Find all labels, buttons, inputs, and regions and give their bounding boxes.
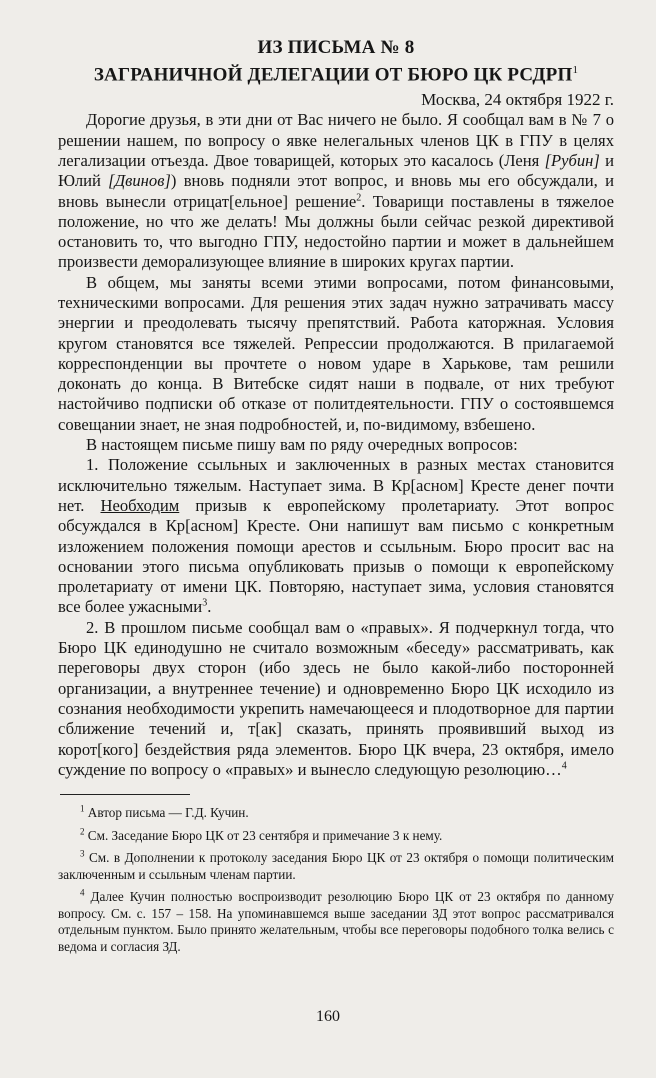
dateline: Москва, 24 октября 1922 г. [421, 90, 614, 110]
footnote-ref-2[interactable]: 2 [356, 191, 362, 203]
p1-text-d: . Товарищи поставлены в тяжелое положение, но что же делать! Мы должны были сейчас резкой директивой остановить то, что выгодно ГПУ, недостойно партии и может в дальнейшем произвести деморализующее влияние в широких кругах партии. [58, 191, 614, 272]
title-line-2-text: ЗАГРАНИЧНОЙ ДЕЛЕГАЦИИ ОТ БЮРО ЦК РСДРП [93, 64, 573, 86]
footnote-number: 2 [80, 826, 85, 837]
footnote-1 [58, 805, 614, 822]
p4-underlined-word: Необходим [100, 495, 180, 515]
footnote-number: 3 [80, 848, 85, 859]
footnote-2 [58, 828, 614, 845]
p1-name-rubin: [Рубин] [544, 150, 600, 170]
document-title [58, 36, 614, 86]
title-line-1: ИЗ ПИСЬМА № 8 [257, 37, 415, 58]
p1-text-c: ) вновь подняли этот вопрос, и вновь мы его обсуждали, и вновь вынесли отрицат[ельное] решение [58, 171, 614, 211]
p4-text-a: 1. Положение ссыльных и заключенных в разных местах становится исключительно тяжелым. Наступает зима. В Кр[асном] Кресте денег почти нет. [58, 455, 614, 515]
p1-name-dvinov: [Двинов] [108, 171, 171, 191]
footnote-ref-3[interactable]: 3 [202, 597, 208, 609]
p1-text-b: и Юлий [58, 150, 614, 191]
footnote-ref-4[interactable]: 4 [561, 760, 567, 772]
p5-text-a: 2. В прошлом письме сообщал вам о «правых». Я подчеркнул тогда, что Бюро ЦК единодушно не считало возможным «беседу» рассматривать, как переговоры двух сторон (ибо здесь не было какой-либо посторонней организации, а внутреннее течение) и одновременно Бюро ЦК исходило из сознания необходимости укрепить намечающееся и плодотворное для партии сближение течений и, т[ак] сказать, принять проявивший выход из корот[кого] бездействия ряда элементов. Бюро ЦК вчера, 23 октября, имело суждение по вопросу о «правых» и вынесло следующую резолюцию… [58, 617, 614, 779]
paragraph-1 [58, 110, 614, 272]
footnote-number: 1 [80, 803, 85, 814]
footnote-text: Автор письма — Г.Д. Кучин. [87, 805, 249, 821]
p1-text-a: Дорогие друзья, в эти дни от Вас ничего не было. Я сообщал вам в № 7 о решении нашем, по вопросу о явке нелегальных членов ЦК в ГПУ в целях легализации отъезда. Двое товарищей, которых это касалось (Леня [58, 110, 614, 170]
footnote-text: Далее Кучин полностью воспроизводит резолюцию Бюро ЦК от 23 октября по данному вопросу. См. с. 157 – 158. На упоминавшемся выше заседании ЗД этот вопрос рассматривался отдельным пунктом. Было принято желательным, чтобы все переговоры подобного толка велись с ведома и согласия ЗД. [58, 889, 614, 954]
p4-text-c: . [207, 597, 212, 617]
page-number: 160 [316, 1008, 340, 1025]
title-footnote-ref[interactable]: 1 [572, 64, 579, 76]
paragraph-4 [58, 455, 614, 617]
footnote-number: 4 [80, 887, 85, 898]
footnote-4 [58, 889, 614, 955]
footnotes [58, 805, 614, 955]
footnote-text: См. в Дополнении к протоколу заседания Бюро ЦК от 23 октября о помощи политическим заключенным и ссыльным членам партии. [58, 850, 614, 882]
footnote-text: См. Заседание Бюро ЦК от 23 сентября и примечание 3 к нему. [87, 827, 443, 843]
p4-text-b: призыв к европейскому пролетариату. Этот вопрос обсуждался в Кр[асном] Кресте. Они напишут вам письмо с конкретным изложением положения помощи арестов и ссыльным. Бюро просит вас на основании этого письма опубликовать призыв о помощи к европейскому пролетариату от имени ЦК. Повторяю, наступает зима, условия становятся все более ужасными [58, 495, 614, 617]
paragraph-2: В общем, мы заняты всеми этими вопросами, потом финансовыми, техническими вопросами. Для решения этих задач нужно затрачивать массу энергии и преодолевать тысячу препятствий. Работа каторжная. Условия кругом становятся все тяжелей. Репрессии продолжаются. В прилагаемой корреспонденции вы прочтете о новом ударе в Харькове, там решили доконать до конца. В Витебске сидят наши в подвале, от них требуют настойчиво подписки об отказе от политдеятельности. ГПУ о состоявшемся совещании знает, не зная подробностей, и, по-видимому, взбешено. [58, 272, 614, 434]
paragraph-3: В настоящем письме пишу вам по ряду очередных вопросов: [86, 435, 518, 455]
footnote-divider [60, 794, 190, 795]
document-page [58, 36, 614, 961]
title-line-2 [58, 59, 614, 86]
letter-body [58, 110, 614, 780]
paragraph-5 [58, 618, 614, 780]
footnote-3 [58, 850, 614, 883]
